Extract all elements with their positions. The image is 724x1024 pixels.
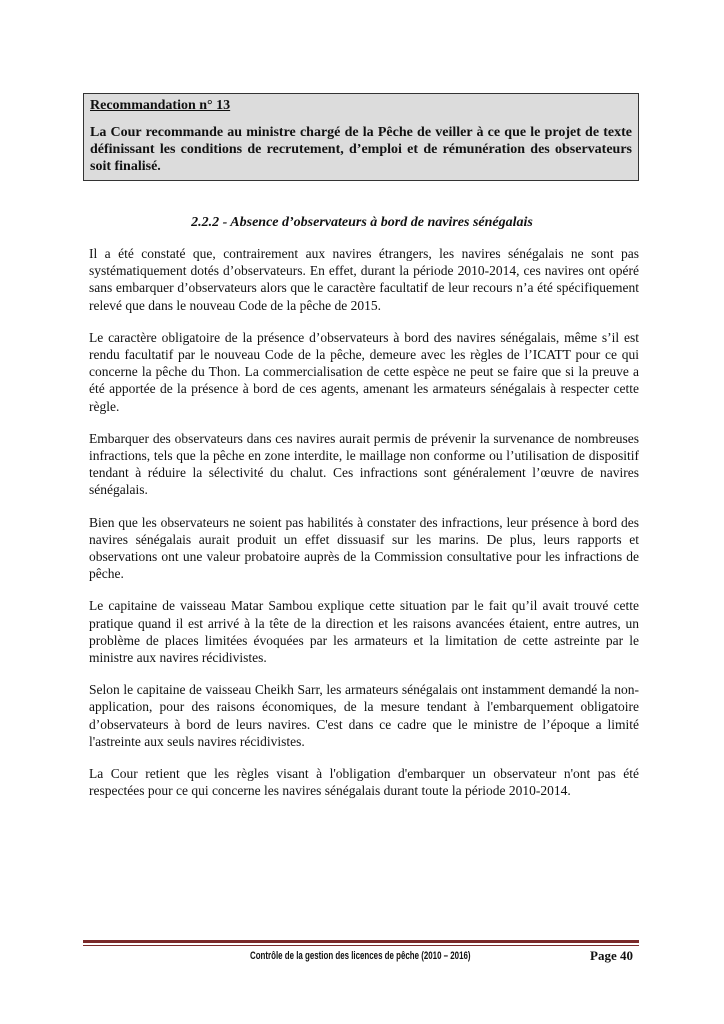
paragraph: La Cour retient que les règles visant à l'obligation d'embarquer un observateur n'ont pas été respectées pour ce qui concerne les navires sénégalais durant toute la période 2010-2014. (89, 766, 639, 799)
footer-title: Contrôle de la gestion des licences de pêche (2010 – 2016) (250, 950, 471, 962)
paragraph: Embarquer des observateurs dans ces navires aurait permis de prévenir la survenance de nombreuses infractions, tels que la pêche en zone interdite, le maillage non conforme ou l’utilisation de dispositif tendant à réduire la sélectivité du chalut. Ces infractions sont généralement l’œuvre de navires sénégalais. (89, 430, 639, 498)
footer-rule-thin (83, 945, 639, 946)
paragraph: Le caractère obligatoire de la présence d’observateurs à bord des navires sénégalais, même s’il est rendu facultatif par le nouveau Code de la pêche, demeure avec les règles de l’ICATT pour ce qui concerne la pêche du Thon. La commercialisation de cette espèce ne peut se faire que si la preuve a été apportée de la présence à bord de ces agents, amenant les armateurs sénégalais à respecter cette règle. (89, 329, 639, 414)
footer-rule (83, 940, 639, 943)
paragraph: Selon le capitaine de vaisseau Cheikh Sarr, les armateurs sénégalais ont instamment demandé la non-application, pour des raisons économiques, de la mesure tendant à l'embarquement obligatoire d’observateurs à bord de leurs navires. C'est dans ce cadre que le ministre de l’époque a limité l'astreinte aux seuls navires récidivistes. (89, 682, 639, 749)
paragraph: Bien que les observateurs ne soient pas habilités à constater des infractions, leur présence à bord des navires sénégalais aurait produit un effet dissuasif sur les marins. De plus, leurs rapports et observations ont une valeur probatoire auprès de la Commission consultative pour les infractions de pêche. (89, 514, 639, 582)
paragraph: Le capitaine de vaisseau Matar Sambou explique cette situation par le fait qu’il avait trouvé cette pratique quand il est arrivé à la tête de la direction et les raisons avancées étaient, entre autres, un problème de places limitées évoquées par les armateurs et la limitation de cette astreinte par le ministre aux navires récidivistes. (89, 598, 639, 666)
recommendation-text: La Cour recommande au ministre chargé de la Pêche de veiller à ce que le projet de texte définissant les conditions de recrutement, d’emploi et de rémunération des observateurs soit finalisé. (90, 125, 632, 174)
paragraph: Il a été constaté que, contrairement aux navires étrangers, les navires sénégalais ne sont pas systématiquement dotés d’observateurs. En effet, durant la période 2010-2014, ces navires ont opéré sans embarquer d’observateurs alors que le caractère facultatif de leur recours n’a été spécifiquement relevé que dans le nouveau Code de la pêche de 2015. (89, 246, 639, 313)
section-heading: 2.2.2 - Absence d’observateurs à bord de navires sénégalais (191, 215, 533, 230)
recommendation-title: Recommandation n° 13 (90, 98, 231, 113)
page-number: Page 40 (590, 948, 633, 963)
recommendation-box (83, 93, 639, 181)
body-text (89, 245, 639, 814)
